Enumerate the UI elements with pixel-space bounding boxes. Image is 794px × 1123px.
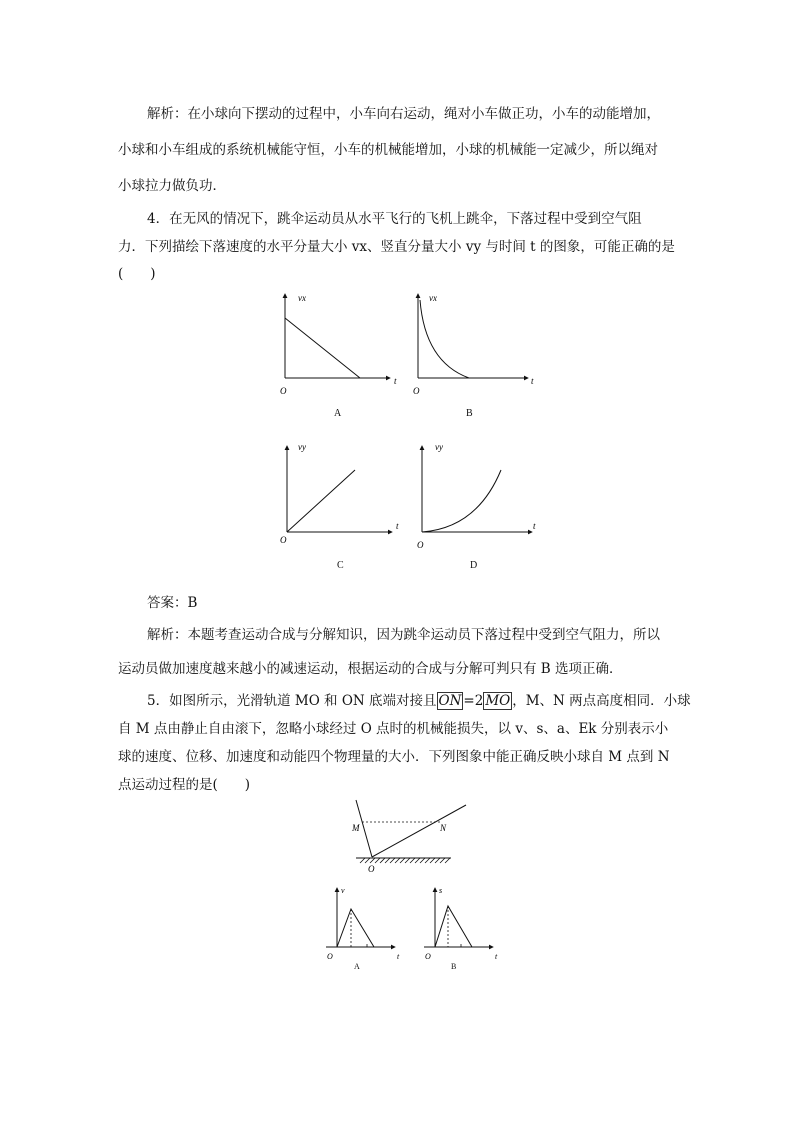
q5-graph-a-ylabel: v — [341, 886, 345, 895]
q5-graph-b-origin: O — [425, 952, 431, 961]
q5-stem-line1 — [147, 689, 691, 709]
q4-graph-a-label: A — [334, 408, 342, 419]
q5-graph-b-xlabel: t — [495, 952, 498, 961]
q4-answer: 答案：B — [147, 595, 198, 611]
q5-graph-a — [322, 886, 407, 966]
q5-stem-line2: 自 M 点由静止自由滚下，忽略小球经过 O 点时的机械能损失，以 v、s、a、Ek 分别表示小 — [118, 721, 669, 737]
q4-graph-d-ylabel: vy — [435, 442, 443, 452]
q5-track-diagram — [348, 800, 478, 880]
q4-stem-line1: 4．在无风的情况下，跳伞运动员从水平飞行的飞机上跳伞，下落过程中受到空气阻 — [147, 211, 642, 227]
q5-stem-line1-a: 5．如图所示，光滑轨道 MO 和 ON 底端对接且 — [147, 693, 437, 709]
q4-graph-b-origin: O — [413, 386, 420, 396]
q4-graph-d-origin: O — [417, 540, 424, 550]
q4-stem-line2: 力．下列描绘下落速度的水平分量大小 vx、竖直分量大小 vy 与时间 t 的图象，可能正确的是 — [118, 239, 675, 255]
q5-graph-a-label: A — [354, 962, 360, 971]
q5-graph-b-label: B — [451, 962, 457, 971]
q3-analysis-line1: 解析：在小球向下摆动的过程中，小车向右运动，绳对小车做正功，小车的动能增加， — [147, 106, 660, 122]
q4-graph-c-ylabel: vy — [298, 442, 306, 452]
q4-graph-b-label: B — [466, 408, 473, 419]
q4-graph-c-origin: O — [280, 535, 287, 545]
q4-analysis-line2: 运动员做加速度越来越小的减速运动，根据运动的合成与分解可判只有 B 选项正确． — [118, 661, 623, 677]
q4-graph-c-label: C — [337, 560, 344, 571]
q4-analysis-line1: 解析：本题考查运动合成与分解知识，因为跳伞运动员下落过程中受到空气阻力，所以 — [147, 627, 660, 643]
q3-analysis-line3: 小球拉力做负功． — [118, 178, 226, 194]
q5-graph-a-origin: O — [327, 952, 333, 961]
q5-track-m: M — [352, 823, 360, 833]
q4-graph-a — [278, 290, 398, 400]
q4-graph-d-label: D — [470, 560, 478, 571]
q3-analysis-line2: 小球和小车组成的系统机械能守恒，小车的机械能增加，小球的机械能一定减少，所以绳对 — [118, 142, 658, 158]
q5-stem-line3: 球的速度、位移、加速度和动能四个物理量的大小．下列图象中能正确反映小球自 M 点到 N — [118, 749, 670, 765]
q4-graph-c — [280, 440, 400, 550]
q4-graph-b-xlabel: t — [531, 376, 534, 386]
q4-graph-a-ylabel: vx — [298, 293, 306, 303]
q4-graph-b — [411, 290, 536, 400]
q4-graph-b-ylabel: vx — [429, 293, 437, 303]
q4-graph-a-xlabel: t — [394, 376, 397, 386]
q4-graph-a-origin: O — [280, 386, 287, 396]
q4-graph-c-xlabel: t — [396, 521, 399, 531]
q4-graph-d — [415, 440, 540, 550]
q5-stem-line1-b: ，M、N 两点高度相同．小球 — [512, 693, 691, 709]
q5-track-n: N — [440, 823, 447, 833]
q5-track-o: O — [368, 864, 375, 874]
q5-box-mo: MO — [485, 693, 511, 709]
q5-box-on: ON — [438, 693, 462, 709]
q5-stem-line4: 点运动过程的是( ) — [118, 777, 251, 793]
q5-eq: =2 — [463, 693, 484, 709]
q4-stem-line3: ( ) — [118, 266, 156, 282]
q5-graph-b — [420, 886, 505, 966]
q4-graph-d-xlabel: t — [533, 521, 536, 531]
q5-graph-b-ylabel: s — [439, 886, 443, 895]
q5-graph-a-xlabel: t — [397, 952, 400, 961]
